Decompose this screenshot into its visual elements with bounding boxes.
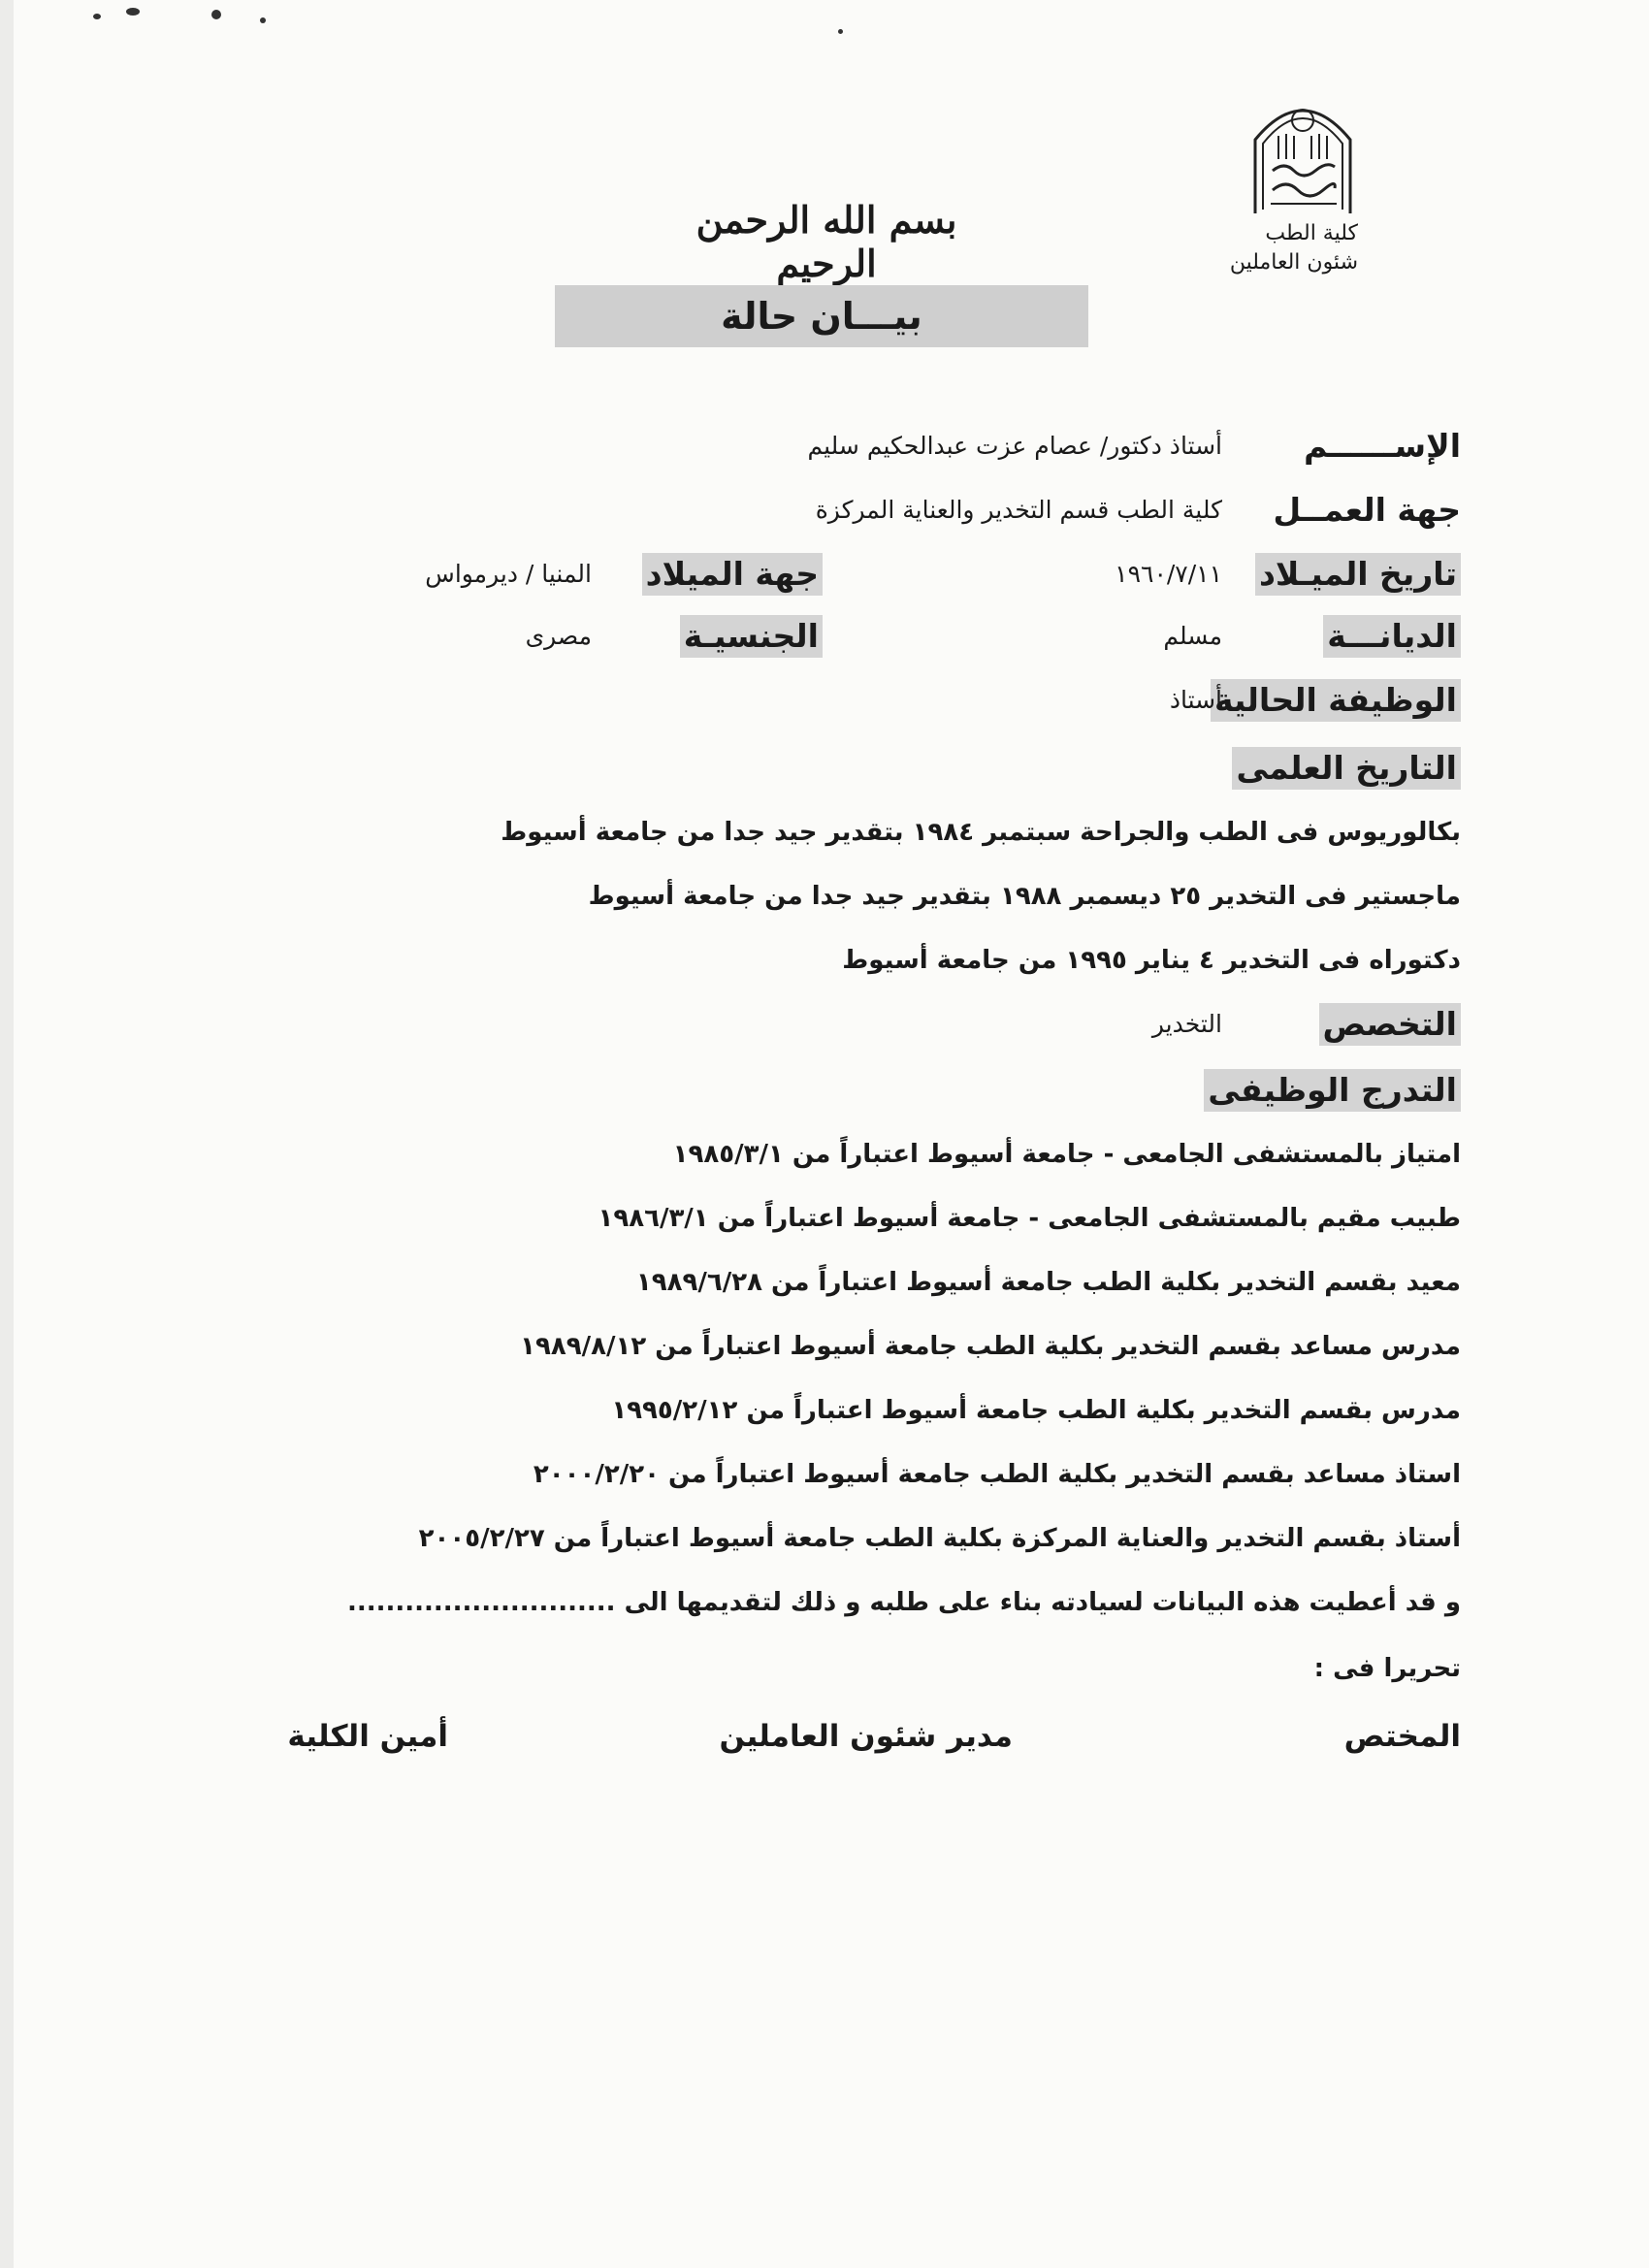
signature-hr-manager: مدير شئون العاملين — [719, 1719, 1013, 1754]
religion-label: الديانـــة — [1323, 615, 1461, 658]
scan-speck — [126, 8, 140, 16]
nationality-label: الجنسيـة — [680, 615, 823, 658]
work-label: جهة العمــل — [1273, 491, 1461, 529]
document-title: بيـــان حالة — [555, 285, 1088, 347]
pob-label: جهة الميلاد — [642, 553, 823, 596]
scan-edge — [0, 0, 14, 2268]
religion-value: مسلم — [1163, 622, 1222, 650]
signature-secretary: أمين الكلية — [287, 1719, 448, 1754]
academic-heading: التاريخ العلمى — [1232, 747, 1461, 790]
work-value: كلية الطب قسم التخدير والعناية المركزة — [815, 496, 1222, 524]
closing-statement: و قد أعطيت هذه البيانات لسيادته بناء على طلبه و ذلك لتقديمها الى ............................ — [346, 1588, 1461, 1617]
career-item: طبيب مقيم بالمستشفى الجامعى - جامعة أسيوط اعتباراً من ١٩٨٦/٣/١ — [598, 1204, 1461, 1233]
position-value: أستاذ — [1169, 686, 1222, 714]
career-item: امتياز بالمستشفى الجامعى - جامعة أسيوط اعتباراً من ١٩٨٥/٣/١ — [672, 1140, 1461, 1169]
signature-competent: المختص — [1343, 1719, 1461, 1754]
nationality-value: مصرى — [525, 622, 592, 650]
written-in: تحريرا فى : — [1313, 1654, 1461, 1683]
scan-speck — [211, 10, 221, 19]
academic-item: دكتوراه فى التخدير ٤ يناير ١٩٩٥ من جامعة أسيوط — [842, 946, 1461, 975]
name-label: الإســــــم — [1304, 427, 1461, 465]
academic-item: ماجستير فى التخدير ٢٥ ديسمبر ١٩٨٨ بتقدير جيد جدا من جامعة أسيوط — [588, 882, 1461, 911]
logo-caption — [1230, 219, 1358, 277]
specialty-value: التخدير — [1151, 1010, 1222, 1038]
scan-speck — [260, 17, 266, 23]
career-item: أستاذ بقسم التخدير والعناية المركزة بكلية الطب جامعة أسيوط اعتباراً من ٢٠٠٥/٢/٢٧ — [418, 1524, 1461, 1553]
career-item: مدرس مساعد بقسم التخدير بكلية الطب جامعة أسيوط اعتباراً من ١٩٨٩/٨/١٢ — [520, 1332, 1461, 1361]
specialty-label: التخصص — [1319, 1003, 1462, 1046]
department-caption: شئون العاملين — [1229, 250, 1358, 275]
scan-speck — [838, 29, 843, 34]
career-item: استاذ مساعد بقسم التخدير بكلية الطب جامعة أسيوط اعتباراً من ٢٠٠٠/٢/٢٠ — [533, 1460, 1461, 1489]
position-label: الوظيفة الحالية — [1211, 679, 1461, 722]
university-logo — [1249, 89, 1356, 215]
career-item: معيد بقسم التخدير بكلية الطب جامعة أسيوط اعتباراً من ١٩٨٩/٦/٢٨ — [635, 1268, 1461, 1297]
dob-label: تاريخ الميـلاد — [1255, 553, 1461, 596]
career-item: مدرس بقسم التخدير بكلية الطب جامعة أسيوط اعتباراً من ١٩٩٥/٢/١٢ — [611, 1396, 1461, 1425]
basmala: بسم الله الرحمن الرحيم — [695, 198, 957, 285]
academic-item: بكالوريوس فى الطب والجراحة سبتمبر ١٩٨٤ بتقدير جيد جدا من جامعة أسيوط — [501, 818, 1461, 847]
faculty-caption: كلية الطب — [1265, 221, 1358, 245]
scan-speck — [93, 14, 101, 19]
name-value: أستاذ دكتور/ عصام عزت عبدالحكيم سليم — [807, 432, 1222, 460]
dob-value: ١٩٦٠/٧/١١ — [1115, 560, 1222, 588]
pob-value: المنيا / ديرمواس — [425, 560, 592, 588]
career-heading: التدرج الوظيفى — [1204, 1069, 1461, 1112]
